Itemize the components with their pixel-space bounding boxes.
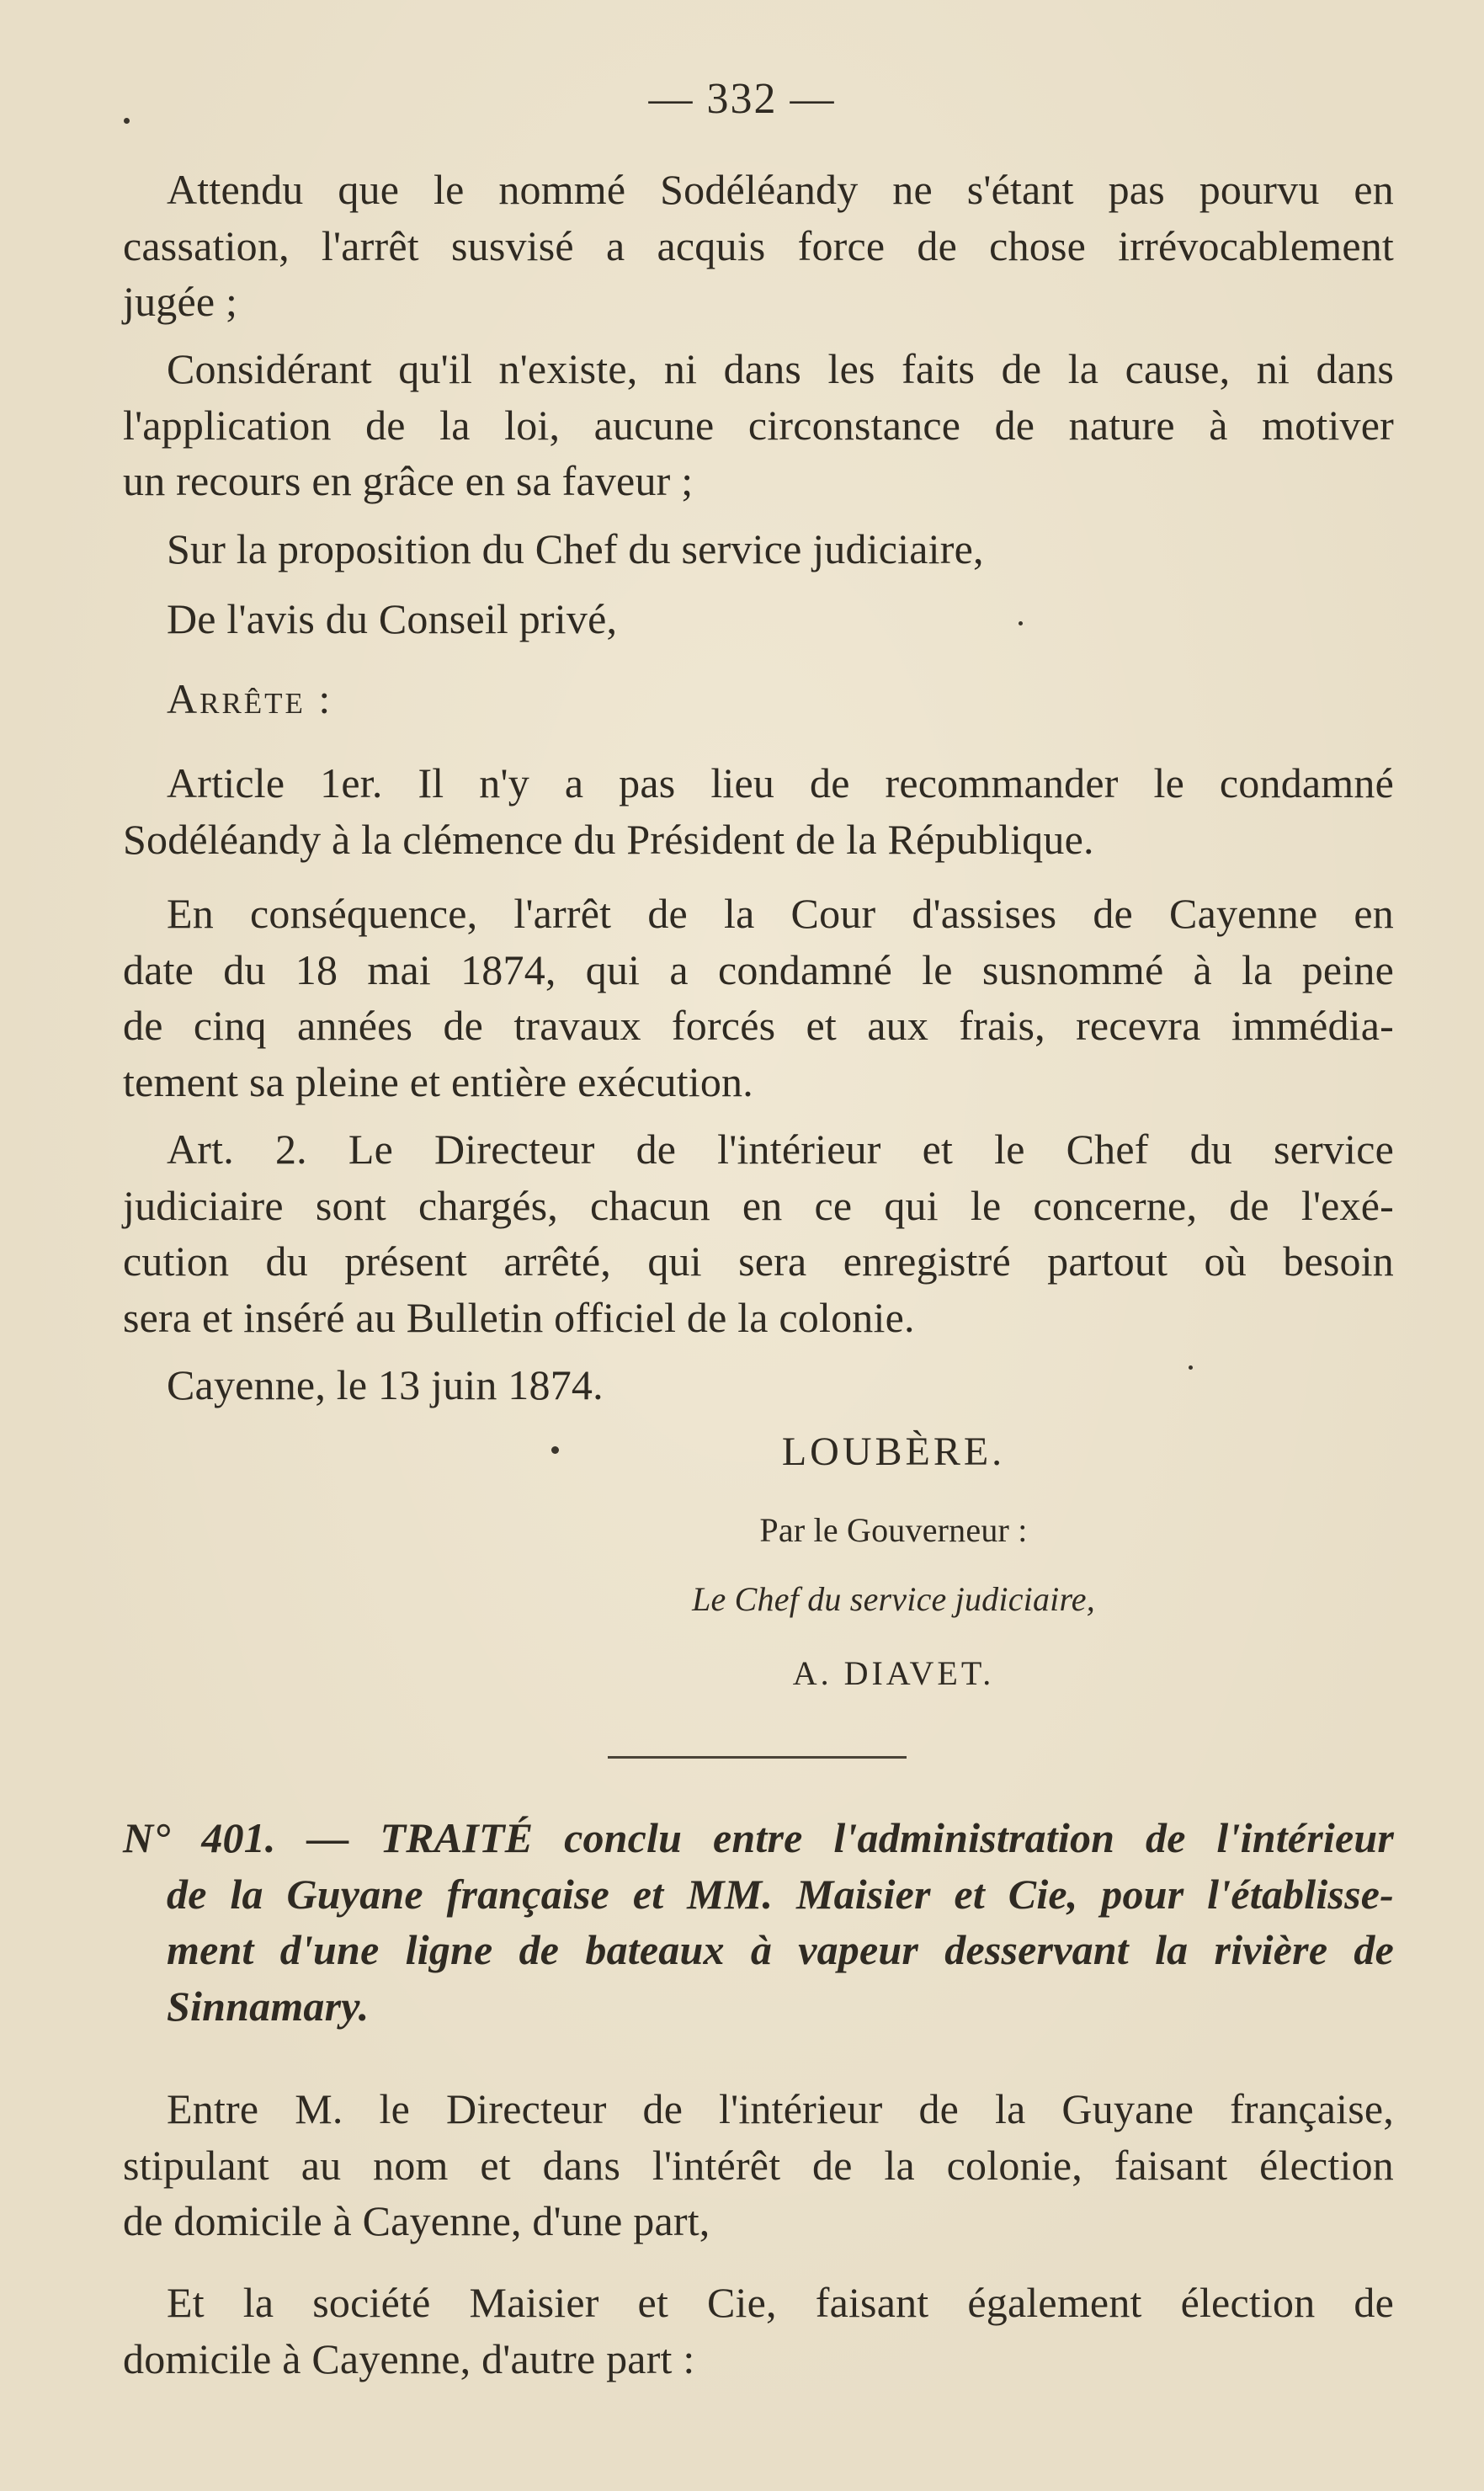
text-line: judiciaire sont chargés, chacun en ce qui le concerne, de l'exé- [123, 1182, 1394, 1229]
text-line: Sur la proposition du Chef du service judiciaire, [167, 525, 984, 572]
section-heading: Arrête : [167, 675, 333, 722]
ink-speck [1019, 621, 1023, 625]
ink-speck [1189, 1365, 1193, 1370]
text-line: Considérant qu'il n'existe, ni dans les faits de la cause, ni dans [167, 345, 1394, 392]
section-rule [608, 1756, 907, 1759]
text-line: de domicile à Cayenne, d'une part, [123, 2197, 710, 2244]
text-line: stipulant au nom et dans l'intérêt de la colonie, faisant élection [123, 2142, 1394, 2189]
entry-heading-line: ment d'une ligne de bateaux à vapeur desservant la rivière de [167, 1926, 1394, 1973]
entry-heading-line: de la Guyane française et MM. Maisier et Cie, pour l'établisse- [167, 1871, 1394, 1918]
text-line: l'application de la loi, aucune circonstance de nature à motiver [123, 402, 1394, 449]
signature-name: LOUBÈRE. [781, 1429, 1006, 1474]
text-line: cution du présent arrêté, qui sera enregistré partout où besoin [123, 1238, 1394, 1285]
text-line: Entre M. le Directeur de l'intérieur de la Guyane française, [167, 2085, 1394, 2132]
text-line: Sodéléandy à la clémence du Président de la République. [123, 816, 1094, 863]
text-line: Attendu que le nommé Sodéléandy ne s'étant pas pourvu en [167, 166, 1394, 213]
ink-speck [551, 1446, 559, 1454]
signature-par: Par le Gouverneur : [759, 1511, 1028, 1549]
text-line: sera et inséré au Bulletin officiel de la colonie. [123, 1294, 915, 1341]
text-line: un recours en grâce en sa faveur ; [123, 457, 694, 504]
text-line: tement sa pleine et entière exécution. [123, 1058, 753, 1105]
text-line: Art. 2. Le Directeur de l'intérieur et le Chef du service [167, 1126, 1394, 1173]
signature-title: Le Chef du service judiciaire, [692, 1580, 1095, 1618]
text-line: date du 18 mai 1874, qui a condamné le susnommé à la peine [123, 946, 1394, 993]
text-line: jugée ; [123, 278, 238, 325]
text-line: de cinq années de travaux forcés et aux frais, recevra immédia- [123, 1002, 1394, 1049]
entry-heading-line: Sinnamary. [167, 1983, 370, 2030]
text-line: Article 1er. Il n'y a pas lieu de recommander le condamné [167, 759, 1394, 806]
text-line: De l'avis du Conseil privé, [167, 595, 618, 642]
text-line: En conséquence, l'arrêt de la Cour d'assises de Cayenne en [167, 890, 1394, 937]
date-line: Cayenne, le 13 juin 1874. [167, 1361, 604, 1408]
signature-signer: A. DIAVET. [792, 1654, 995, 1692]
ink-speck [124, 118, 130, 124]
page-number: — 332 — [648, 75, 836, 123]
text-line: cassation, l'arrêt susvisé a acquis force de chose irrévocablement [123, 222, 1394, 269]
entry-heading-line: N° 401. — TRAITÉ conclu entre l'administration de l'intérieur [123, 1814, 1394, 1861]
text-line: domicile à Cayenne, d'autre part : [123, 2335, 695, 2382]
text-line: Et la société Maisier et Cie, faisant également élection de [167, 2279, 1394, 2326]
